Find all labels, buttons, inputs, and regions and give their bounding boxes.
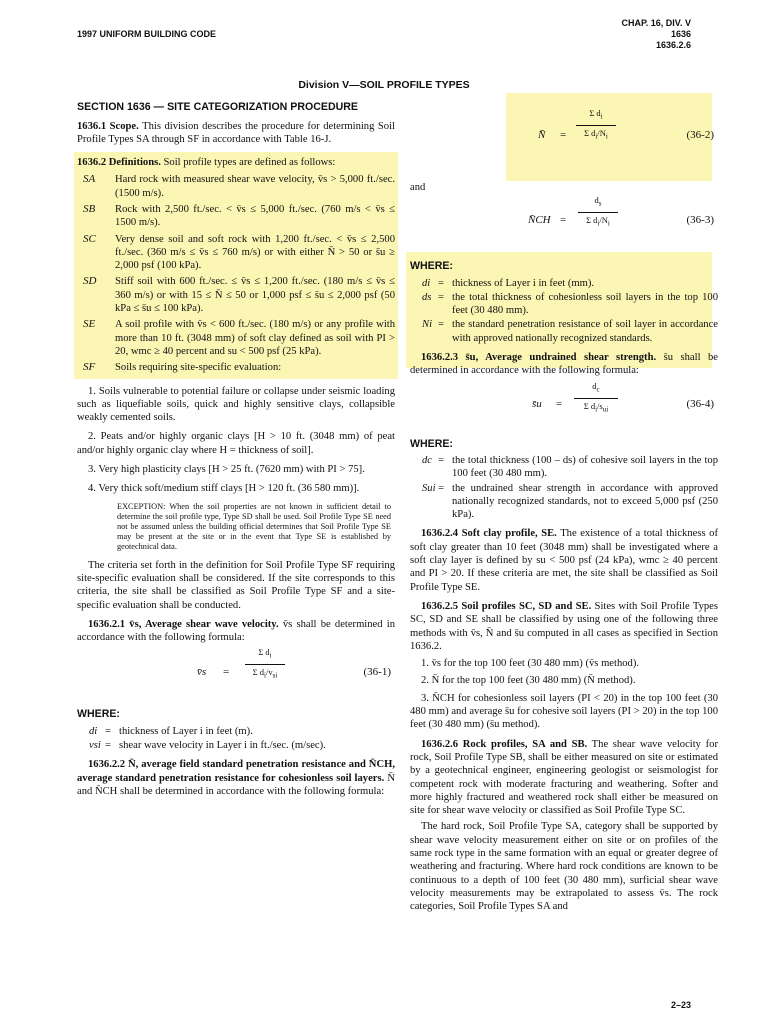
rock-profiles-paragraph xyxy=(410,738,718,818)
equation-lhs: N̄CH xyxy=(528,214,551,227)
scope-paragraph xyxy=(77,120,395,147)
scope-text: This division describes the procedure for determining Soil Profile Types SA through SF in accordance with Table 16-J. xyxy=(77,120,395,145)
where-equals: = xyxy=(438,291,444,303)
penetration-text: N̄ and N̄CH shall be determined in accordance with the following formula: xyxy=(77,772,395,797)
rock-profiles-text: The shear wave velocity for rock, Soil Profile Type SB, shall be either measured on site or estimated by a geotechnical engineer, engineering geologist or seismologist for competent rock with moderate fracturing and weathering. Softer and more highly fractured and weathered rock shall either be measured on site for shear wave velocity or classified as Soil Profile Type SC. xyxy=(410,738,718,817)
equation-fraction: $d_s$ Σ $d_i/N_i$ xyxy=(578,194,618,231)
and-label: and xyxy=(410,182,426,193)
where-symbol: ds xyxy=(422,291,432,303)
soft-clay-heading: 1636.2.4 Soft clay profile, SE. xyxy=(421,528,557,540)
soft-clay-paragraph xyxy=(410,527,718,593)
where-equals: = xyxy=(438,277,444,289)
definition-text: Soils requiring site-specific evaluation: xyxy=(115,362,282,374)
soil-profiles-heading: 1636.2.5 Soil profiles SC, SD and SE. xyxy=(421,600,592,612)
definition-symbol: SD xyxy=(83,275,97,288)
where-label: WHERE: xyxy=(410,437,453,450)
shear-strength-paragraph xyxy=(410,351,718,378)
where-symbol: Ni xyxy=(422,319,433,331)
where-text: the total thickness (100 – ds) of cohesive soil layers in the top 100 feet (30 480 mm). xyxy=(452,454,718,480)
where-symbol: di xyxy=(422,277,431,289)
equation-lhs: N̄ xyxy=(538,129,546,141)
where-equals: = xyxy=(438,319,444,331)
soil-profiles-text: Sites with Soil Profile Types SC, SD and SE shall be classified by using one of the following three methods with v̄s, N̄ and s̄u computed in all cases as specified in Section 1636.2. xyxy=(410,600,719,652)
where-text: thickness of Layer i in feet (mm). xyxy=(452,277,595,289)
section-heading: SECTION 1636 — SITE CATEGORIZATION PROCEDURE xyxy=(77,101,358,113)
definitions-heading: 1636.2 Definitions. xyxy=(77,157,161,169)
equation-36-4 xyxy=(410,378,718,434)
where-text: shear wave velocity in Layer i in ft./sec. (m/sec). xyxy=(119,740,326,752)
equals-sign: = xyxy=(223,666,230,679)
soft-clay-text: The existence of a total thickness of soft clay greater than 10 feet (3048 mm) shall be investigated where a soft clay layer is defined by su < 500 psf (24 kPa), wmc ≥ 40 percent and PI > 20. If these criteria are met, the site shall be classified as Soil Profile Type SE. xyxy=(410,528,718,593)
where-text: the standard penetration resistance of soil layer in accordance with approved nationally recognized standards. xyxy=(452,319,718,344)
where-equals: = xyxy=(105,725,111,737)
method-item: 1. v̄s for the top 100 feet (30 480 mm) (v̄s method). xyxy=(421,658,640,670)
where-list xyxy=(89,725,395,753)
where-symbol: Sui xyxy=(422,482,436,494)
penetration-heading: 1636.2.2 N̄, average field standard penetration resistance and N̄CH, average standard penetration resistance for cohesionless soil layers. xyxy=(77,759,395,784)
equals-sign: = xyxy=(560,214,567,227)
where-text: the undrained shear strength in accordance with approved nationally recognized standards, not to exceed 5,000 psf (250 kPa). xyxy=(452,482,718,521)
equation-36-3 xyxy=(410,194,718,256)
definition-symbol: SB xyxy=(83,202,96,215)
header-subsection: 1636.2.6 xyxy=(655,40,691,50)
list-item: 1. Soils vulnerable to potential failure or collapse under seismic loading such as liquefiable soils, quick and highly sensitive clays, collapsible weakly cemented soils. xyxy=(77,385,395,424)
equation-fraction: Σ $d_i$ Σ $d_i/v_{si}$ xyxy=(245,646,285,683)
shear-velocity-paragraph xyxy=(77,618,395,645)
method-item: 2. N̄ for the top 100 feet (30 480 mm) (N̄ method). xyxy=(421,675,636,687)
header-chapter: CHAP. 16, DIV. V xyxy=(621,18,691,28)
where-equals: = xyxy=(105,740,111,752)
where-text: the total thickness of cohesionless soil layers in the top 100 feet (30 480 mm). xyxy=(452,291,718,317)
equation-fraction: Σ $d_i$ Σ $d_i/N_i$ xyxy=(576,107,616,144)
definitions-block xyxy=(74,152,398,378)
where-list xyxy=(422,454,718,521)
definitions-intro xyxy=(77,156,395,169)
where-text: thickness of Layer i in feet (m). xyxy=(119,725,253,737)
equation-number: (36-1) xyxy=(363,666,391,679)
shear-strength-heading: 1636.2.3 s̄u, Average undrained shear strength. xyxy=(421,352,657,364)
where-equals: = xyxy=(438,482,444,494)
definition-symbol: SE xyxy=(83,318,96,331)
rock-profiles-heading: 1636.2.6 Rock profiles, SA and SB. xyxy=(421,738,588,750)
header-section: 1636 xyxy=(670,29,691,39)
equation-36-1 xyxy=(77,644,395,704)
exception-note: EXCEPTION: When the soil properties are not known in sufficient detail to determine the soil profile type, Type SD shall be used. Soil Profile Type SE need not be assumed unless the building official determines that Soil Profile Type SE may be present at the site or in the event that Type SE is established by geotechnical data. xyxy=(117,501,391,552)
running-header-right xyxy=(621,18,691,51)
list-item: 3. Very high plasticity clays [H > 25 ft. (7620 mm) with PI > 75]. xyxy=(88,464,365,476)
method-item: 3. N̄CH for cohesionless soil layers (PI < 20) in the top 100 feet (30 480 mm) and average s̄u for cohesive soil layers (PI > 20) in the top 100 feet (30 480 mm) (s̄u method). xyxy=(410,692,718,731)
definitions-intro-text: Soil profile types are defined as follows: xyxy=(163,157,336,169)
definition-symbol: SC xyxy=(83,232,96,245)
soil-type-definition-list xyxy=(83,173,395,374)
where-list xyxy=(422,277,718,345)
definition-symbol: SF xyxy=(83,361,96,374)
equation-number: (36-2) xyxy=(686,129,714,141)
where-symbol: vsi xyxy=(89,740,101,752)
where-symbol: di xyxy=(89,725,98,737)
definition-text: Hard rock with measured shear wave velocity, v̄s > 5,000 ft./sec. (1500 m/s). xyxy=(115,174,395,199)
equals-sign: = xyxy=(556,397,563,410)
list-item: 4. Very thick soft/medium stiff clays [H > 120 ft. (36 580 mm)]. xyxy=(88,483,360,495)
criteria-paragraph: The criteria set forth in the definition for Soil Profile Type SF requiring site-specific evaluation shall be considered. If the site corresponds to this criteria, the site shall be classified as Soil Profile Type SF and a site-specific evaluation shall be conducted. xyxy=(77,559,395,611)
definition-symbol: SA xyxy=(83,173,96,186)
equation-lhs: v̄s xyxy=(197,666,207,679)
equals-sign: = xyxy=(560,129,567,141)
definition-text: Stiff soil with 600 ft./sec. ≤ v̄s ≤ 1,200 ft./sec. (180 m/s ≤ v̄s ≤ 360 m/s) or with 15 ≤ N̄ ≤ 50 or 1,000 psf ≤ s̄u ≤ 2,000 psf (50 kPa ≤ s̄u ≤ 100 kPa). xyxy=(115,276,395,315)
equation-number: (36-4) xyxy=(686,397,714,410)
hard-rock-paragraph: The hard rock, Soil Profile Type SA, category shall be supported by shear wave velocity measurement either on site or on profiles of the same rock type in the same formation with an equal or greater degree of weathering and fracturing. Where hard rock conditions are known to be continuous to a depth of 100 feet (30 480 mm), surficial shear wave velocity measurements may be extrapolated to assess v̄s. The rock categories, Soil Profile Types SA and xyxy=(410,821,718,913)
page-number: 2–23 xyxy=(670,1000,691,1010)
equation-36-2 xyxy=(410,93,718,181)
definition-text: Very dense soil and soft rock with 1,200 ft./sec. < v̄s ≤ 2,500 ft./sec. (360 m/s ≤ v̄s ≤ 760 m/s) or with either N̄ > 50 or s̄u ≥ 2,000 psf (100 kPa). xyxy=(115,233,395,272)
equation-fraction: $d_c$ Σ $d_i/s_{ui}$ xyxy=(574,380,618,417)
right-column xyxy=(410,93,718,913)
where-label: WHERE: xyxy=(77,708,120,721)
shear-velocity-heading: 1636.2.1 v̄s, Average shear wave velocity. xyxy=(88,618,279,630)
soil-profiles-paragraph xyxy=(410,600,718,653)
list-item: 2. Peats and/or highly organic clays [H > 10 ft. (3048 mm) of peat and/or highly organic clay where H = thickness of soil]. xyxy=(77,431,395,456)
definition-text: Rock with 2,500 ft./sec. < v̄s ≤ 5,000 ft./sec. (760 m/s < v̄s ≤ 1500 m/s). xyxy=(115,203,395,229)
shear-strength-text: s̄u shall be determined in accordance with the following formula: xyxy=(410,352,718,377)
shear-velocity-text: v̄s shall be determined in accordance with the following formula: xyxy=(77,618,395,644)
running-header-left: 1997 UNIFORM BUILDING CODE xyxy=(77,29,217,39)
where-label: WHERE: xyxy=(410,260,453,273)
penetration-paragraph xyxy=(77,758,395,798)
where-equals: = xyxy=(438,454,444,466)
definition-text: A soil profile with v̄s < 600 ft./sec. (180 m/s) or any profile with more than 10 ft. (3048 mm) of soft clay defined as soil with PI > 20, wmc ≥ 40 percent and su < 500 psf (25 kPa). xyxy=(115,319,395,357)
division-title: Division V—SOIL PROFILE TYPES xyxy=(298,79,470,91)
equation-lhs: s̄u xyxy=(532,397,542,410)
where-symbol: dc xyxy=(422,454,432,466)
scope-heading: 1636.1 Scope. xyxy=(77,120,139,132)
left-column xyxy=(77,101,395,798)
equation-number: (36-3) xyxy=(686,214,714,227)
